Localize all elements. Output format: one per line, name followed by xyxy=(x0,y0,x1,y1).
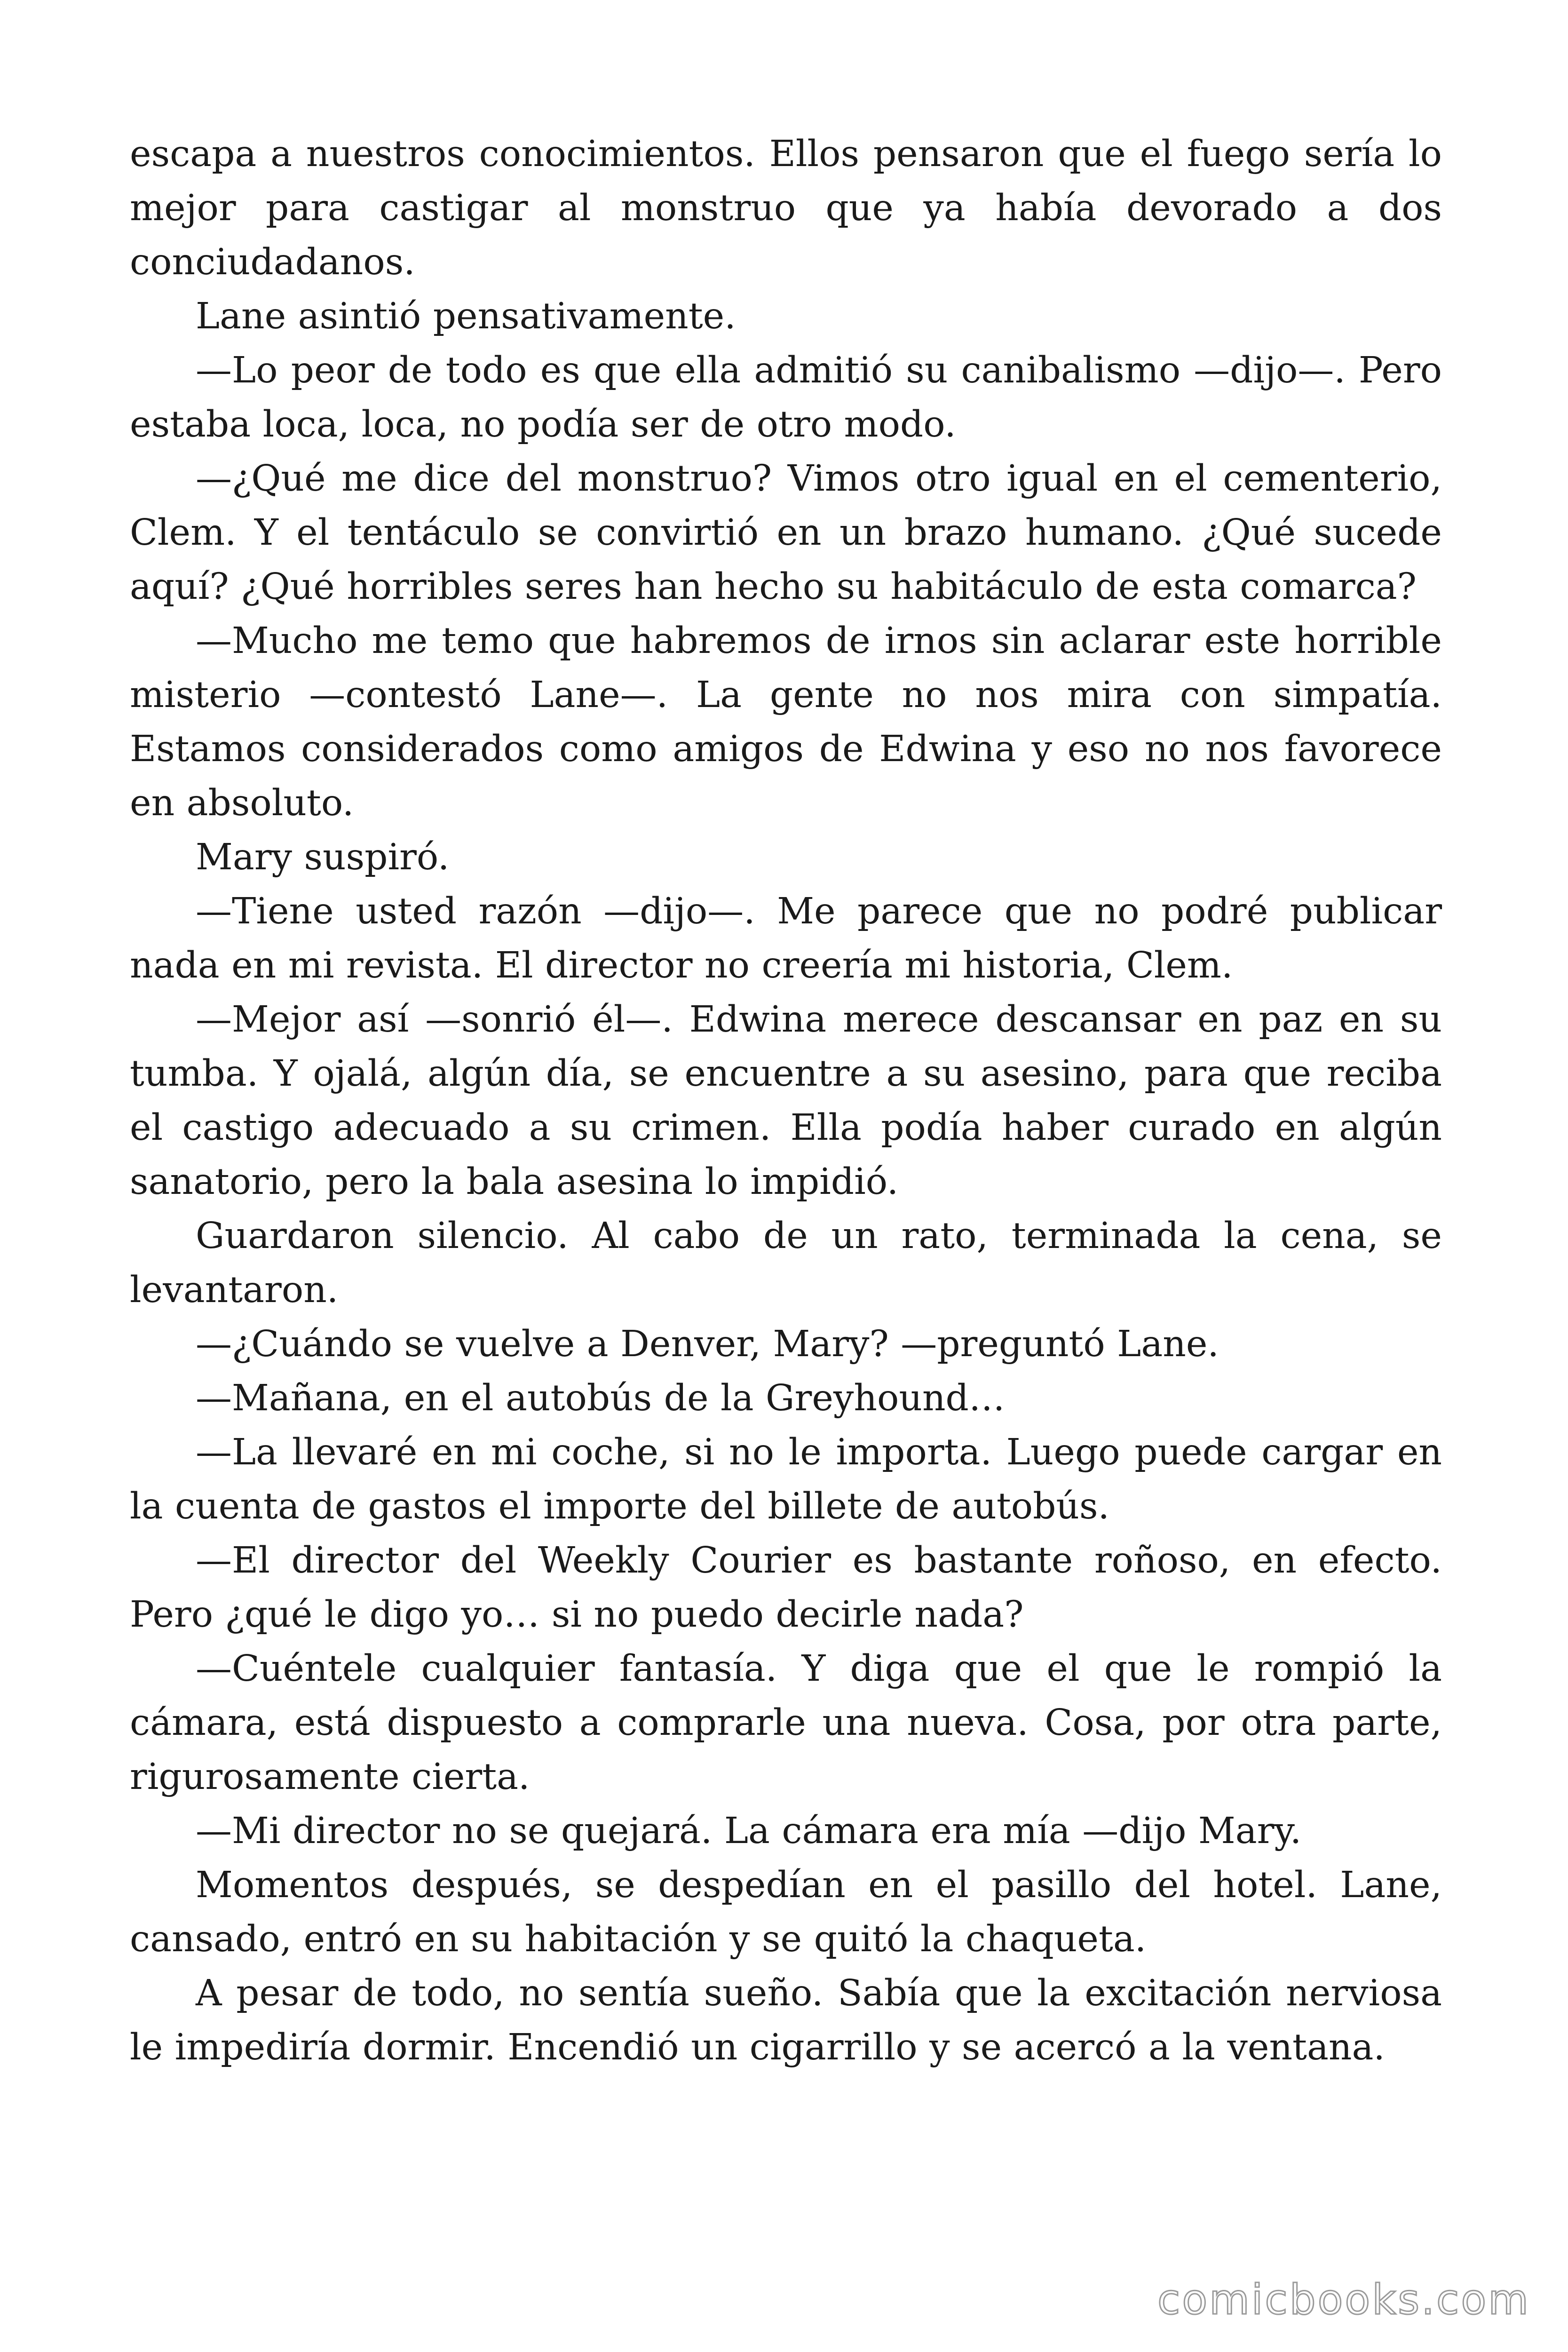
paragraph: —El director del Weekly Courier es bastante roñoso, en efecto. Pero ¿qué le digo yo… si no puedo decirle nada? xyxy=(130,1540,1442,1636)
paragraph: Guardaron silencio. Al cabo de un rato, terminada la cena, se levantaron. xyxy=(130,1215,1442,1311)
paragraph: —Tiene usted razón —dijo—. Me parece que no podré publicar nada en mi revista. El director no creería mi historia, Clem. xyxy=(130,890,1442,986)
paragraph: —Mañana, en el autobús de la Greyhound… xyxy=(196,1377,1005,1419)
paragraph: —¿Qué me dice del monstruo? Vimos otro igual en el cementerio, Clem. Y el tentáculo se convirtió en un brazo humano. ¿Qué sucede aquí? ¿Qué horribles seres han hecho su habitáculo de esta comarca? xyxy=(130,458,1442,608)
paragraph: —Mejor así —sonrió él—. Edwina merece descansar en paz en su tumba. Y ojalá, algún día, se encuentre a su asesino, para que reciba el castigo adecuado a su crimen. Ella podía haber curado en algún sanatorio, pero la bala asesina lo impidió. xyxy=(130,999,1442,1203)
paragraph: Momentos después, se despedían en el pasillo del hotel. Lane, cansado, entró en su habitación y se quitó la chaqueta. xyxy=(130,1864,1442,1960)
paragraph: —La llevaré en mi coche, si no le importa. Luego puede cargar en la cuenta de gastos el importe del billete de autobús. xyxy=(130,1431,1442,1527)
paragraph: —Lo peor de todo es que ella admitió su canibalismo —dijo—. Pero estaba loca, loca, no podía ser de otro modo. xyxy=(130,350,1442,445)
paragraph: —Cuéntele cualquier fantasía. Y diga que el que le rompió la cámara, está dispuesto a comprarle una nueva. Cosa, por otra parte, rigurosamente cierta. xyxy=(130,1648,1442,1798)
paragraph: —Mi director no se quejará. La cámara era mía —dijo Mary. xyxy=(196,1810,1302,1852)
paragraph: —¿Cuándo se vuelve a Denver, Mary? —preguntó Lane. xyxy=(196,1323,1219,1365)
paragraph: A pesar de todo, no sentía sueño. Sabía que la excitación nerviosa le impediría dormir. Encendió un cigarrillo y se acercó a la ventana. xyxy=(130,1972,1442,2068)
watermark: comicbooks.com xyxy=(1157,2275,1530,2324)
paragraph: —Mucho me temo que habremos de irnos sin aclarar este horrible misterio —contestó Lane—. La gente no nos mira con simpatía. Estamos considerados como amigos de Edwina y eso no nos favorece en absoluto. xyxy=(130,620,1442,824)
paragraph: escapa a nuestros conocimientos. Ellos pensaron que el fuego sería lo mejor para castigar al monstruo que ya había devorado a dos conciudadanos. xyxy=(130,133,1442,283)
paragraph: Lane asintió pensativamente. xyxy=(196,295,736,337)
page-body xyxy=(130,127,1442,2074)
paragraph: Mary suspiró. xyxy=(196,836,450,878)
